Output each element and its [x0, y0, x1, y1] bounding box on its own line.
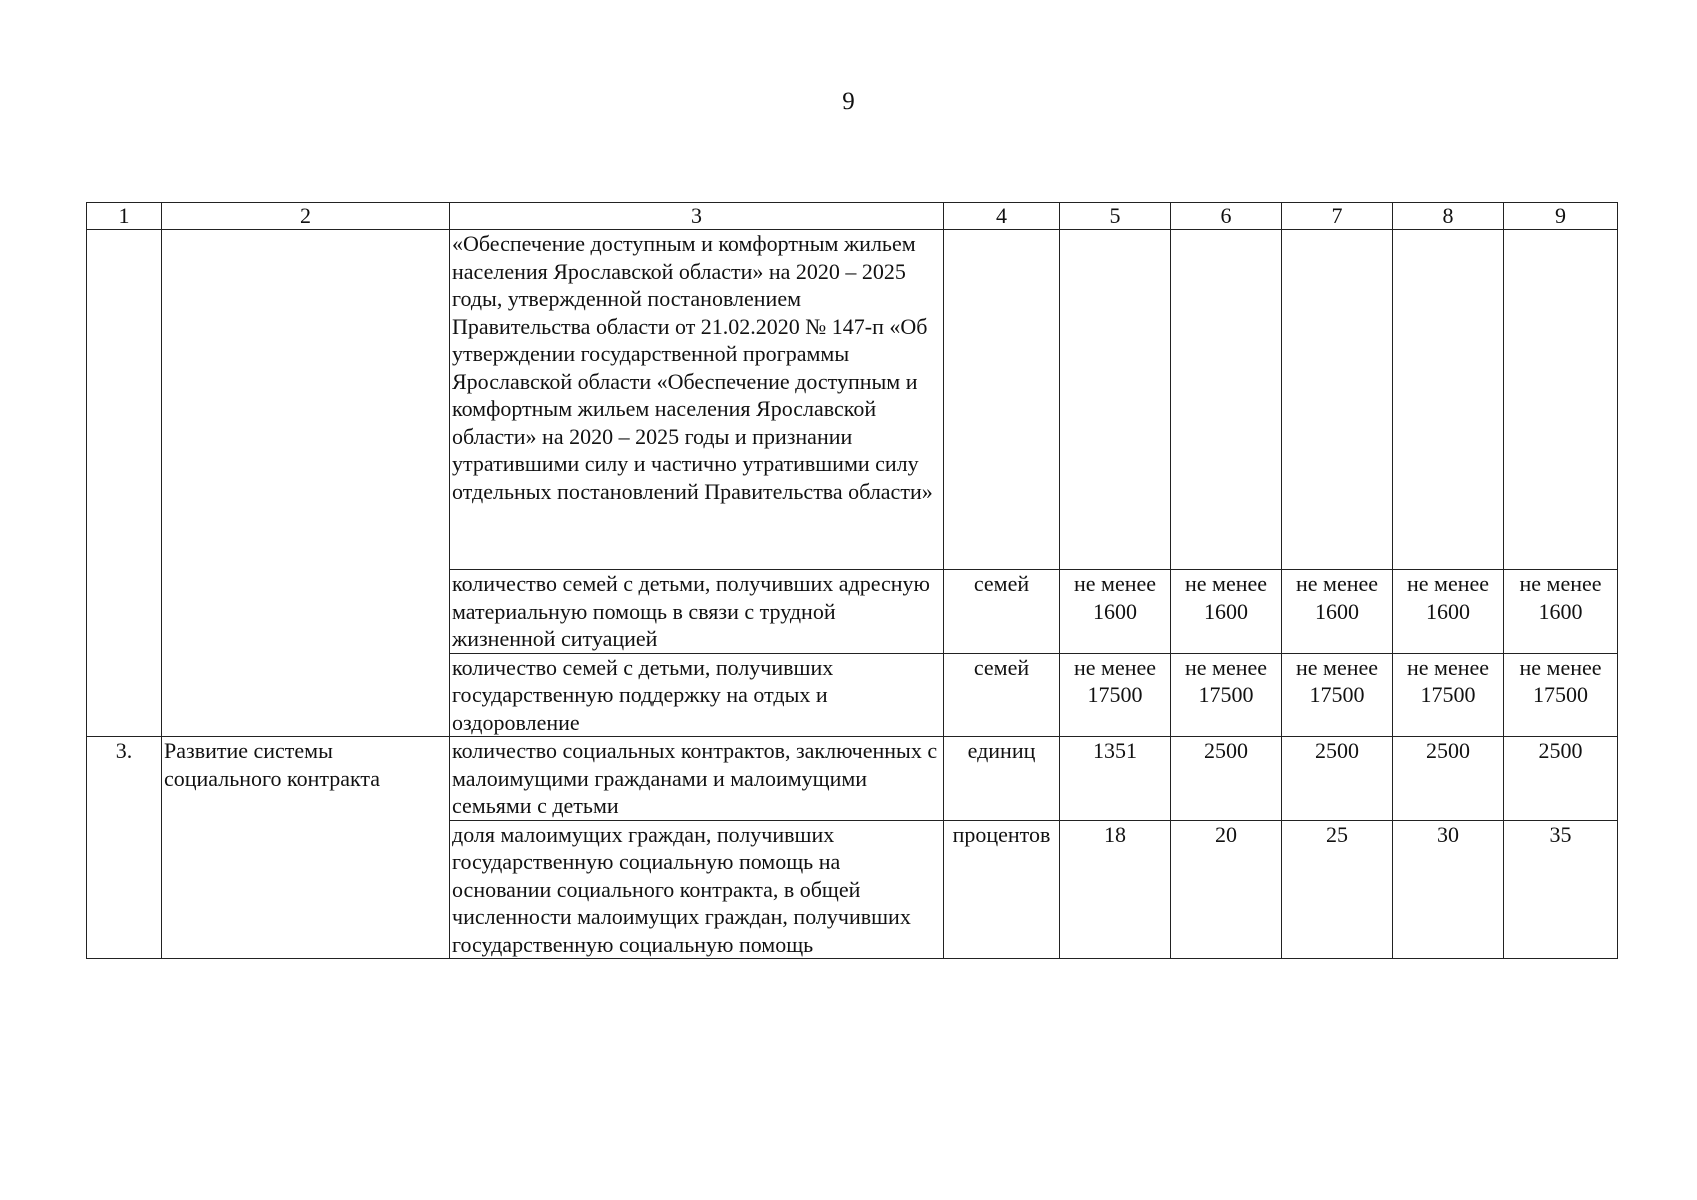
header-cell: 1 — [87, 203, 162, 230]
unit-cell: семей — [944, 570, 1060, 654]
indicator-cell: количество семей с детьми, получивших государственную поддержку на отдых и оздоровление — [450, 653, 944, 737]
page-number: 9 — [842, 88, 855, 115]
indicators-table — [86, 202, 1618, 959]
value-cell: не менее 1600 — [1171, 570, 1282, 654]
value-cell — [1060, 230, 1171, 570]
value-cell: не менее 1600 — [1393, 570, 1504, 654]
unit-cell: единиц — [944, 737, 1060, 821]
value-cell: 18 — [1060, 820, 1171, 959]
task-cell-empty — [162, 230, 450, 737]
value-cell — [1393, 230, 1504, 570]
value-cell: не менее 17500 — [1060, 653, 1171, 737]
value-cell: не менее 17500 — [1393, 653, 1504, 737]
header-cell: 9 — [1504, 203, 1618, 230]
value-cell: не менее 17500 — [1171, 653, 1282, 737]
value-cell: 20 — [1171, 820, 1282, 959]
table-row — [87, 230, 1618, 570]
value-cell: не менее 17500 — [1282, 653, 1393, 737]
unit-cell — [944, 230, 1060, 570]
indicator-cell: количество семей с детьми, получивших адресную материальную помощь в связи с трудной жизненной ситуацией — [450, 570, 944, 654]
indicator-cell: доля малоимущих граждан, получивших государственную социальную помощь на основании социального контракта, в общей численности малоимущих граждан, получивших государственную социальную помощь — [450, 820, 944, 959]
task-cell: Развитие системы социального контракта — [162, 737, 450, 959]
unit-cell: семей — [944, 653, 1060, 737]
value-cell — [1171, 230, 1282, 570]
value-cell: не менее 17500 — [1504, 653, 1618, 737]
header-cell: 5 — [1060, 203, 1171, 230]
value-cell — [1504, 230, 1618, 570]
header-cell: 4 — [944, 203, 1060, 230]
indicator-cell: «Обеспечение доступным и комфортным жильем населения Ярославской области» на 2020 – 2025 годы, утвержденной постановлением Правительства области от 21.02.2020 № 147-п «Об утверждении государственной программы Ярославской области «Обеспечение доступным и комфортным жильем населения Ярославской области» на 2020 – 2025 годы и признании утратившими силу и частично утратившими силу отдельных постановлений Правительства области» — [450, 230, 944, 570]
value-cell: не менее 1600 — [1060, 570, 1171, 654]
value-cell: 2500 — [1282, 737, 1393, 821]
num-cell-empty — [87, 230, 162, 737]
section-number: 3. — [87, 737, 162, 959]
value-cell: 2500 — [1504, 737, 1618, 821]
header-cell: 8 — [1393, 203, 1504, 230]
value-cell — [1282, 230, 1393, 570]
header-cell: 2 — [162, 203, 450, 230]
header-cell: 6 — [1171, 203, 1282, 230]
value-cell: 30 — [1393, 820, 1504, 959]
table-row — [87, 737, 1618, 821]
value-cell: 25 — [1282, 820, 1393, 959]
header-cell: 3 — [450, 203, 944, 230]
header-cell: 7 — [1282, 203, 1393, 230]
table-header-row — [87, 203, 1618, 230]
value-cell: 35 — [1504, 820, 1618, 959]
value-cell: 2500 — [1393, 737, 1504, 821]
value-cell: 1351 — [1060, 737, 1171, 821]
value-cell: 2500 — [1171, 737, 1282, 821]
indicator-cell: количество социальных контрактов, заключенных с малоимущими гражданами и малоимущими семьями с детьми — [450, 737, 944, 821]
value-cell: не менее 1600 — [1282, 570, 1393, 654]
unit-cell: процентов — [944, 820, 1060, 959]
value-cell: не менее 1600 — [1504, 570, 1618, 654]
